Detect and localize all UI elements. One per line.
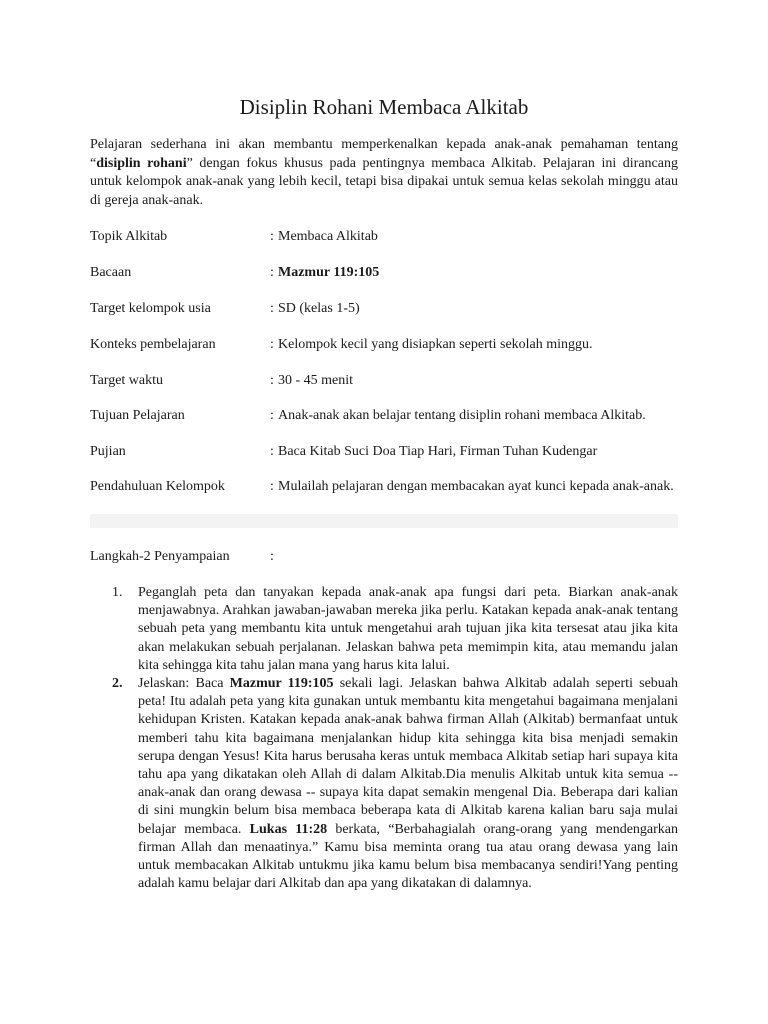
meta-separator: :	[270, 444, 274, 459]
meta-label: Langkah-2 Penyampaian	[90, 549, 230, 564]
meta-separator: :	[270, 301, 274, 316]
meta-value: Mulailah pelajaran dengan membacakan ayat kunci kepada anak-anak.	[278, 479, 674, 494]
meta-value: Kelompok kecil yang disiapkan seperti sekolah minggu.	[278, 337, 593, 352]
step-text: Peganglah peta dan tanyakan kepada anak-anak apa fungsi dari peta. Biarkan anak-anak menjawabnya. Arahkan jawaban-jawaban mereka jika perlu. Katakan kepada anak-anak tentang sebuah peta yang membantu kita untuk mengetahui arah tujuan jika kita tersesat atau jika kita akan melakukan sebuah perjalanan. Jelaskan bahwa peta memimpin kita, atau memandu jalan kita sehingga kita tahu jalan mana yang harus kita lalui.	[138, 585, 678, 673]
meta-value: Baca Kitab Suci Doa Tiap Hari, Firman Tuhan Kudengar	[278, 444, 598, 459]
meta-row-topic	[90, 228, 678, 246]
meta-label: Topik Alkitab	[90, 229, 168, 244]
meta-value: Anak-anak akan belajar tentang disiplin rohani membaca Alkitab.	[278, 408, 646, 423]
meta-row-time	[90, 372, 678, 390]
meta-separator: :	[270, 229, 274, 244]
steps-list	[90, 584, 678, 893]
intro-emphasis: disiplin rohani	[96, 155, 187, 171]
meta-row-context	[90, 336, 678, 354]
meta-row-steps-header	[90, 548, 678, 566]
meta-label: Pendahuluan Kelompok	[90, 479, 225, 494]
meta-row-goal	[90, 407, 678, 425]
meta-row-introduction	[90, 478, 678, 496]
meta-label: Tujuan Pelajaran	[90, 408, 185, 423]
meta-separator: :	[270, 479, 274, 494]
meta-label: Konteks pembelajaran	[90, 337, 216, 352]
meta-value: Membaca Alkitab	[278, 229, 378, 244]
intro-text-end: ” dengan fokus khusus pada pentingnya membaca Alkitab. Pelajaran ini dirancang untuk kelompok anak-anak yang lebih kecil, tetapi bisa dipakai untuk semua kelas sekolah minggu atau di gereja anak-anak.	[90, 155, 678, 208]
step-number: 2.	[112, 676, 123, 692]
list-item	[90, 675, 678, 893]
meta-value	[278, 548, 678, 566]
shaded-divider	[90, 514, 678, 528]
meta-row-age-group	[90, 300, 678, 318]
meta-label: Bacaan	[90, 265, 132, 280]
step-text-segment: berkata, “Berbahagialah orang-orang yang mendengarkan firman Allah dan menaatinya.” Kamu bisa meminta orang tua atau orang dewasa yang lain untuk membacakan Alkitab untukmu jika kamu belum bisa membacanya sendiri!Yang penting adalah kamu belajar dari Alkitab dan apa yang dikatakan di dalamnya.	[138, 821, 678, 892]
meta-label: Pujian	[90, 444, 126, 459]
meta-value: 30 - 45 menit	[278, 373, 354, 388]
list-item	[90, 584, 678, 675]
scripture-reference: Mazmur 119:105	[229, 676, 334, 692]
meta-row-songs	[90, 443, 678, 461]
meta-separator: :	[270, 337, 274, 352]
intro-paragraph	[90, 136, 678, 210]
meta-separator: :	[270, 265, 274, 280]
meta-row-reading	[90, 264, 678, 282]
meta-separator: :	[270, 408, 274, 423]
step-number: 1.	[112, 585, 123, 600]
intro-text-start: Pelajaran sederhana ini akan membantu memperkenalkan kepada anak-anak pemahaman tentang “	[90, 137, 678, 171]
step-text-segment: Jelaskan: Baca	[138, 676, 230, 692]
meta-label: Target waktu	[90, 373, 164, 388]
step-text-segment: sekali lagi. Jelaskan bahwa Alkitab adalah seperti sebuah peta! Itu adalah peta yang kita gunakan untuk membantu kita mengetahui bagaimana menjalani kehidupan Kristen. Katakan kepada anak-anak bahwa firman Allah (Alkitab) bermanfaat untuk memberi tahu kita bagaimana menjalankan hidup kita sehingga kita bisa menjadi semakin serupa dengan Yesus! Kita harus berusaha keras untuk membaca Alkitab setiap hari supaya kita tahu apa yang dikatakan oleh Allah di dalam Alkitab.Dia menulis Alkitab untuk kita semua -- anak-anak dan orang dewasa -- supaya kita dapat semakin mengenal Dia. Beberapa dari kalian di sini mungkin belum bisa membaca beberapa kata di Alkitab karena kalian baru saja mulai belajar membaca.	[138, 676, 679, 837]
meta-separator: :	[270, 549, 274, 564]
scripture-reference: Lukas 11:28	[249, 821, 328, 837]
meta-label: Target kelompok usia	[90, 301, 211, 316]
document-title: Disiplin Rohani Membaca Alkitab	[239, 95, 529, 119]
step-text	[138, 676, 678, 891]
meta-value: Mazmur 119:105	[278, 265, 380, 280]
meta-value: SD (kelas 1-5)	[278, 301, 360, 316]
meta-separator: :	[270, 373, 274, 388]
